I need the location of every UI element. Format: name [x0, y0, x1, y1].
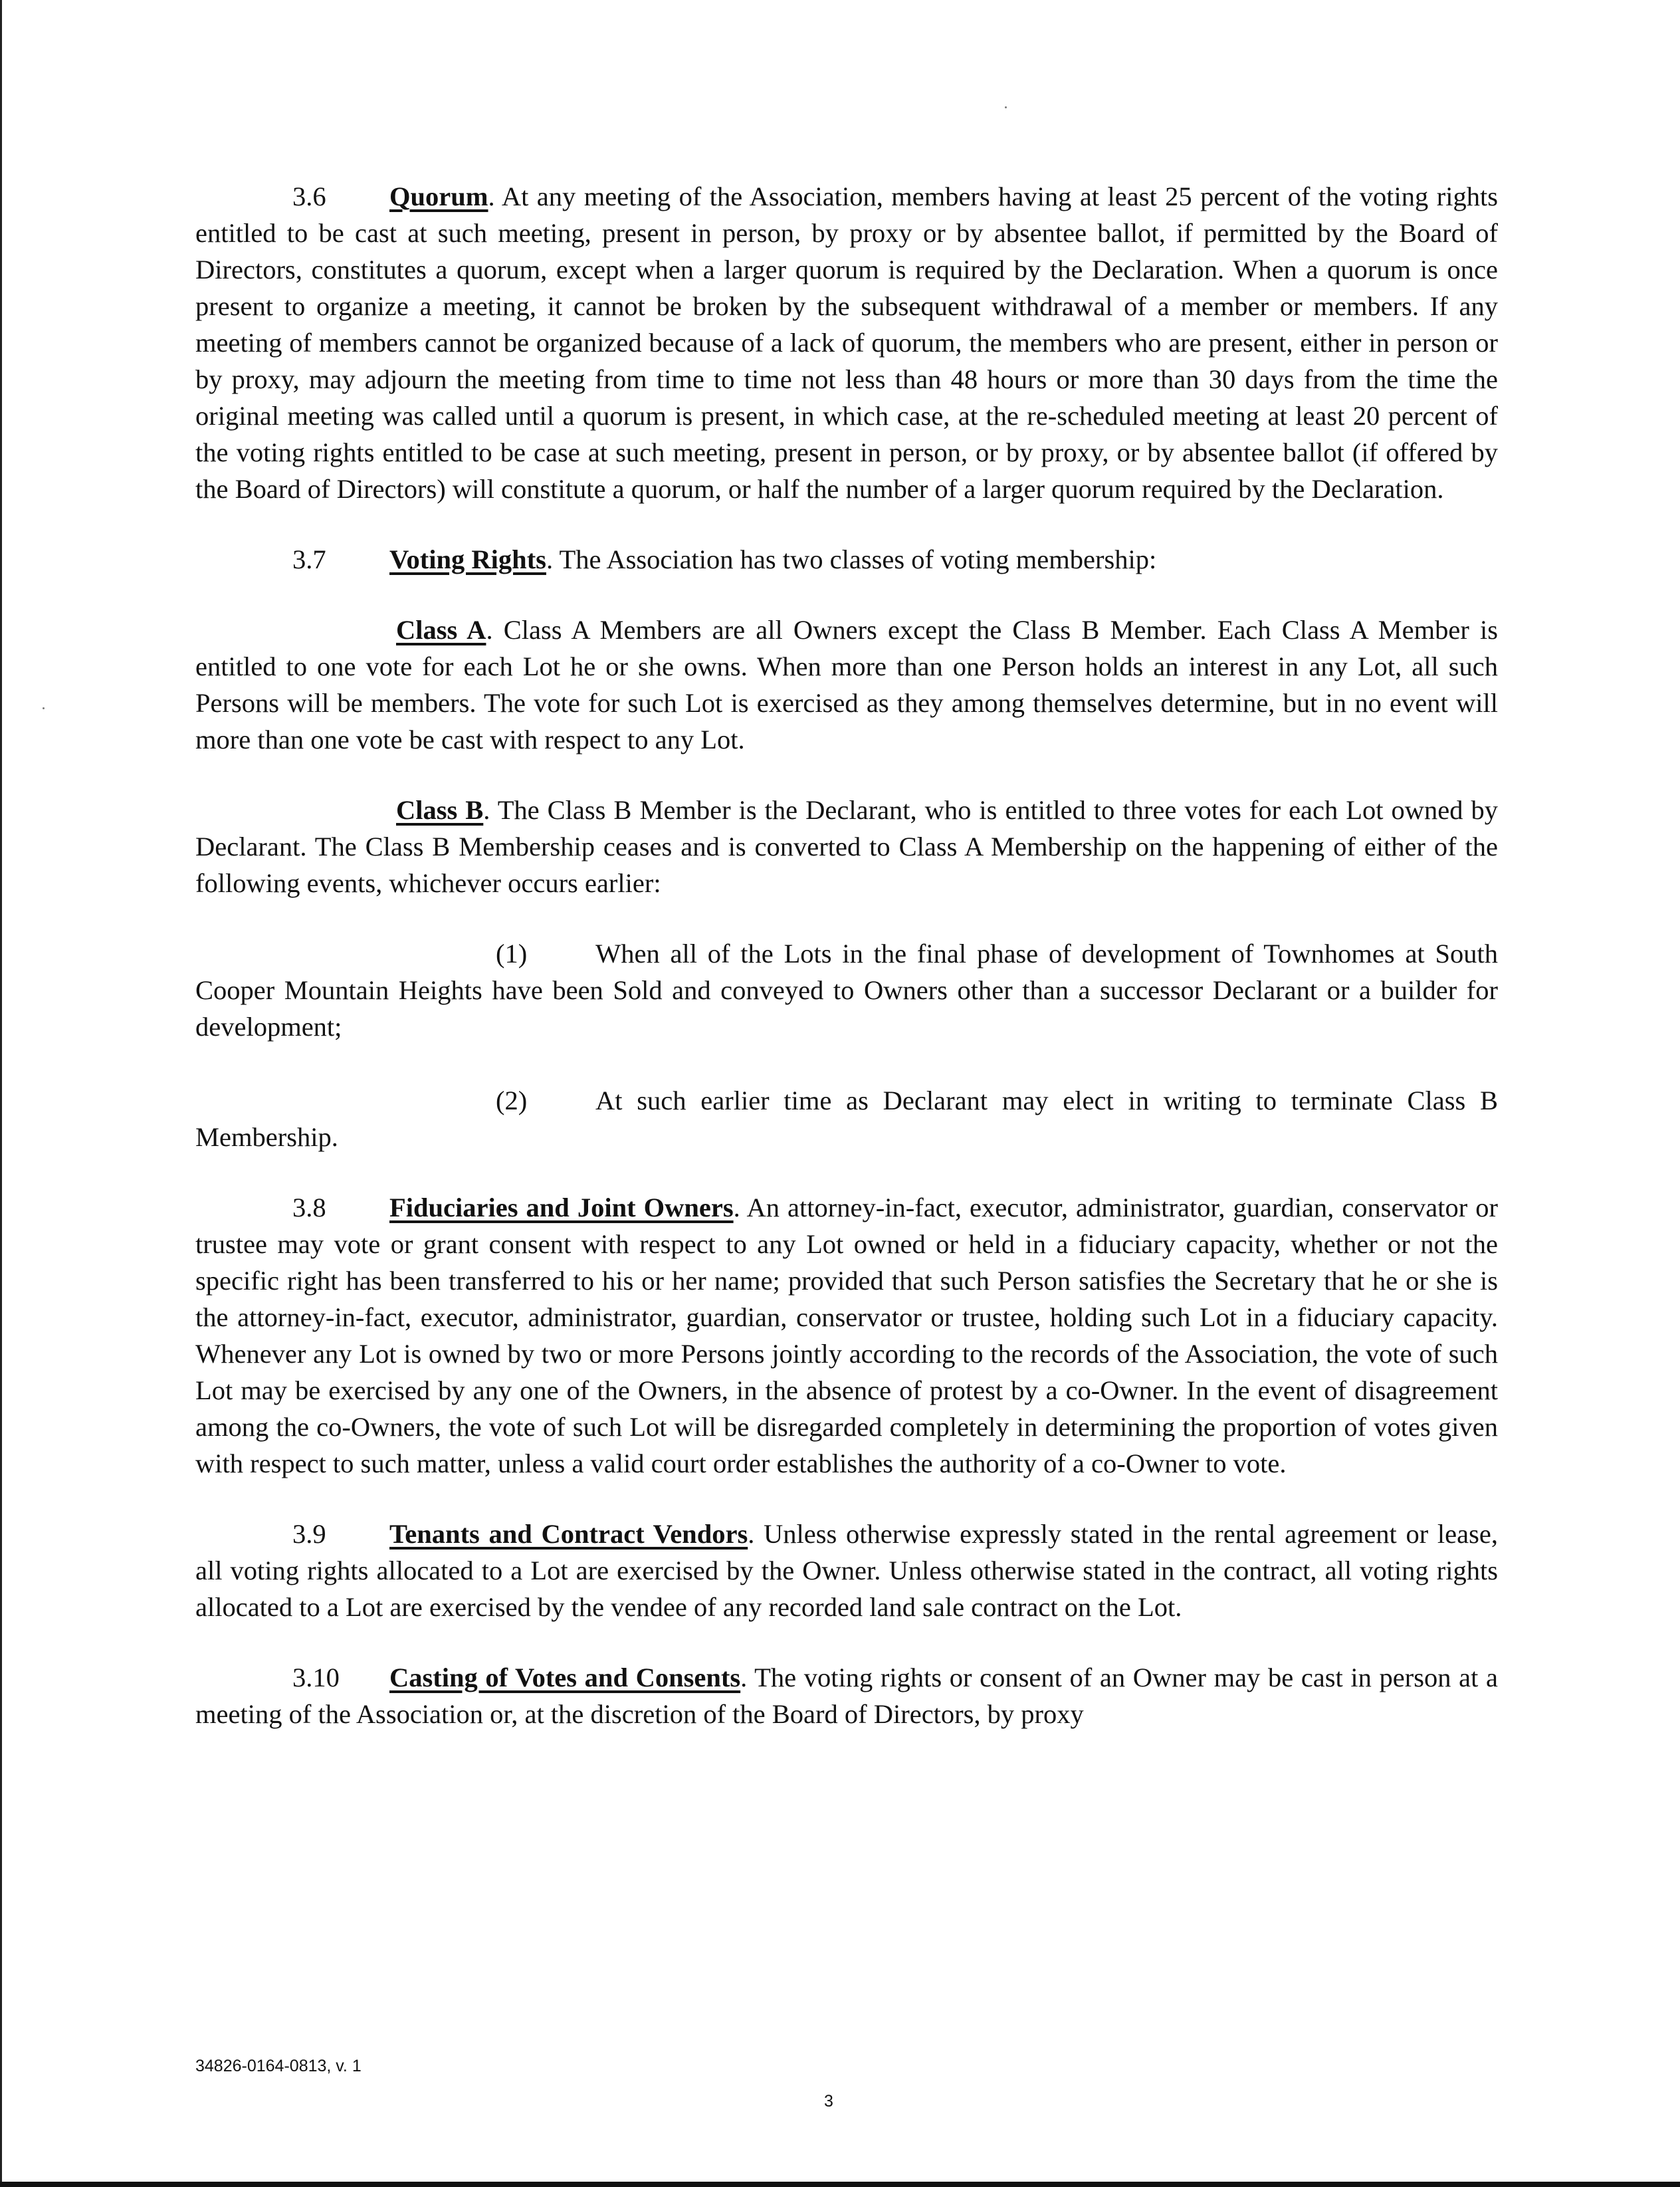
- item-text: At such earlier time as Declarant may elect in writing to terminate Class B Membership.: [195, 1086, 1498, 1152]
- section-text: . The voting rights or consent of an Owner may be cast in person at a meeting of the Association or, at the discretion of the Board of Directors, by proxy: [195, 1663, 1498, 1729]
- class-a-paragraph: [195, 612, 1498, 758]
- section-heading: Fiduciaries and Joint Owners: [389, 1193, 734, 1222]
- section-number: 3.9: [292, 1519, 326, 1549]
- scan-speck: [1005, 106, 1007, 108]
- class-b-heading: Class B: [396, 795, 484, 825]
- section-text: . At any meeting of the Association, members having at least 25 percent of the voting rights entitled to be cast at such meeting, present in person, by proxy or by absentee ballot, if permitted by the Board of Directors, constitutes a quorum, except when a larger quorum is required by the Declaration. When a quorum is once present to organize a meeting, it cannot be broken by the subsequent withdrawal of a member or members. If any meeting of members cannot be organized because of a lack of quorum, the members who are present, either in person or by proxy, may adjourn the meeting from time to time not less than 48 hours or more than 30 days from the time the original meeting was called until a quorum is present, in which case, at the re-scheduled meeting at least 20 percent of the voting rights entitled to be case at such meeting, present in person, or by proxy, or by absentee ballot (if offered by the Board of Directors) will constitute a quorum, or half the number of a larger quorum required by the Declaration.: [195, 181, 1498, 504]
- section-text: . An attorney-in-fact, executor, administrator, guardian, conservator or trustee may vote or grant consent with respect to any Lot owned or held in a fiduciary capacity, whether or not the specific right has been transferred to his or her name; provided that such Person satisfies the Secretary that he or she is the attorney-in-fact, executor, administrator, guardian, conservator or trustee, holding such Lot in a fiduciary capacity. Whenever any Lot is owned by two or more Persons jointly according to the records of the Association, the vote of such Lot may be exercised by any one of the Owners, in the absence of protest by a co-Owner. In the event of disagreement among the co-Owners, the vote of such Lot will be disregarded completely in determining the proportion of votes given with respect to such matter, unless a valid court order establishes the authority of a co-Owner to vote.: [195, 1193, 1498, 1478]
- section-heading: Casting of Votes and Consents: [389, 1663, 741, 1692]
- item-text: When all of the Lots in the final phase of development of Townhomes at South Cooper Mountain Heights have been Sold and conveyed to Owners other than a successor Declarant or a builder for development;: [195, 939, 1498, 1042]
- class-b-paragraph: [195, 792, 1498, 901]
- item-number: (1): [496, 939, 528, 969]
- section-number: 3.10: [292, 1663, 340, 1692]
- list-item-2: [195, 1082, 1498, 1155]
- class-a-heading: Class A: [396, 615, 486, 645]
- class-b-text: . The Class B Member is the Declarant, who is entitled to three votes for each Lot owned by Declarant. The Class B Membership ceases and is converted to Class A Membership on the happening of either of the following events, whichever occurs earlier:: [195, 795, 1498, 898]
- item-number: (2): [496, 1086, 528, 1115]
- section-heading: Voting Rights: [389, 544, 546, 574]
- class-a-text: . Class A Members are all Owners except the Class B Member. Each Class A Member is entitled to one vote for each Lot he or she owns. When more than one Person holds an interest in any Lot, all such Persons will be members. The vote for such Lot is exercised as they among themselves determine, but in no event will more than one vote be cast with respect to any Lot.: [195, 615, 1498, 754]
- document-body: [195, 178, 1498, 1732]
- section-text: . Unless otherwise expressly stated in the rental agreement or lease, all voting rights allocated to a Lot are exercised by the Owner. Unless otherwise stated in the contract, all voting rights allocated to a Lot are exercised by the vendee of any recorded land sale contract on the Lot.: [195, 1519, 1499, 1622]
- section-3-9: [195, 1516, 1498, 1625]
- page-left-edge: [0, 0, 2, 2187]
- section-number: 3.8: [292, 1193, 326, 1222]
- scan-speck: [43, 707, 45, 709]
- list-item-1: [195, 935, 1498, 1045]
- section-number: 3.7: [292, 544, 326, 574]
- section-number: 3.6: [292, 181, 326, 211]
- document-id: 34826-0164-0813, v. 1: [195, 2057, 362, 2075]
- section-3-7: [195, 541, 1498, 578]
- section-text: . The Association has two classes of voting membership:: [546, 544, 1157, 574]
- section-3-6: [195, 178, 1498, 507]
- section-heading: Quorum: [389, 181, 488, 211]
- section-3-8: [195, 1189, 1498, 1482]
- page-number: 3: [824, 2092, 833, 2111]
- section-3-10: [195, 1659, 1498, 1732]
- page-bottom-edge: [0, 2182, 1680, 2187]
- section-heading: Tenants and Contract Vendors: [389, 1519, 748, 1549]
